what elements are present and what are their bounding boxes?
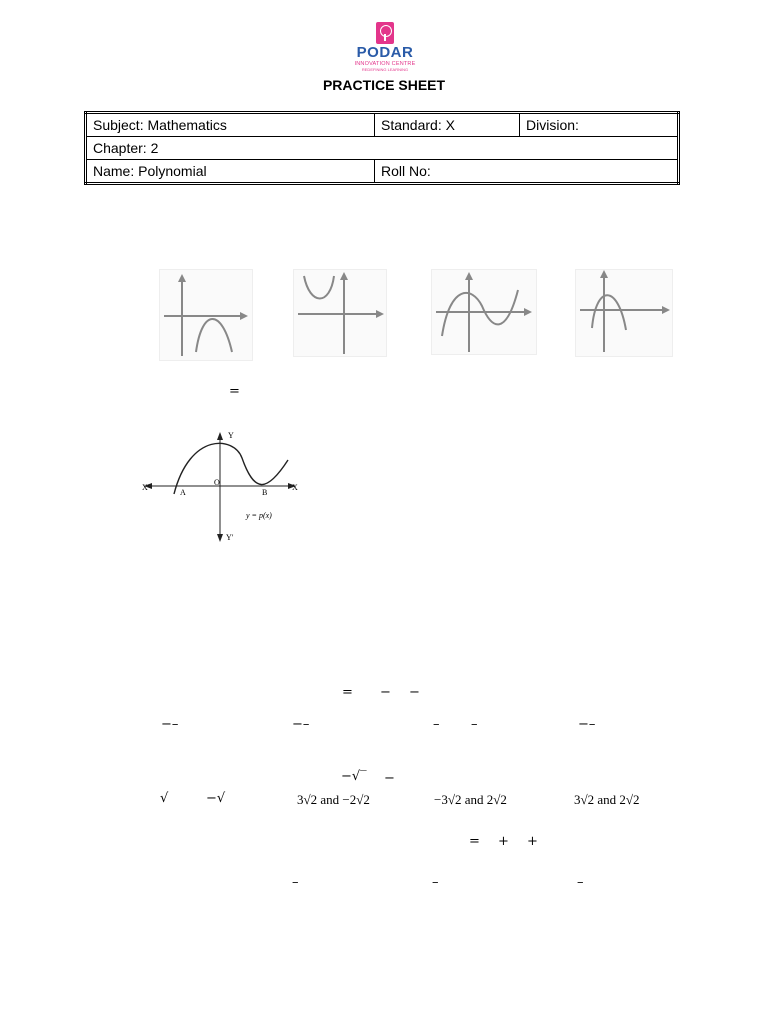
q3-option-a: −– [161, 717, 179, 732]
q4-fragment: − [384, 771, 395, 786]
chapter-cell: Chapter: 2 [86, 137, 679, 160]
q5-fragment: + [498, 834, 509, 849]
logo-subtitle: INNOVATION CENTRE [354, 61, 416, 67]
q5-option-d: – [577, 875, 584, 890]
graph-option-b [293, 269, 387, 357]
logo-name: PODAR [356, 44, 414, 61]
equation-fragment: = [229, 384, 240, 399]
page-title: PRACTICE SHEET [322, 77, 446, 93]
x-neg-label: X′ [142, 483, 150, 492]
q4-option-b: 3√2 and −2√2 [297, 792, 370, 807]
q4-option-a-part: −√ [206, 791, 226, 806]
logo-tree-crown [380, 25, 392, 37]
q5-option-c: – [432, 875, 439, 890]
info-table [84, 111, 680, 185]
roll-cell: Roll No: [375, 160, 679, 184]
q3-option-d: −– [578, 717, 596, 732]
q5-fragment: + [527, 834, 538, 849]
point-a-label: A [180, 488, 186, 497]
q3-option-c-part: – [471, 717, 478, 732]
origin-label: O [214, 478, 220, 487]
q4-fragment: −√‾ [341, 769, 367, 784]
q5-fragment: = [469, 834, 480, 849]
graph-option-d [575, 269, 673, 357]
q3-option-b: −– [292, 717, 310, 732]
q3-fragment: = [342, 685, 353, 700]
graph-option-c [431, 269, 537, 355]
standard-cell: Standard: X [375, 113, 520, 137]
q3-fragment: − [380, 685, 391, 700]
q4-option-c: −3√2 and 2√2 [434, 792, 507, 807]
x-axis-label: X [292, 483, 298, 492]
y-neg-label: Y′ [226, 533, 234, 542]
y-axis-label: Y [228, 431, 234, 440]
school-logo [344, 22, 426, 72]
q3-fragment: − [409, 685, 420, 700]
q4-option-a: √ [160, 791, 169, 806]
curve-label: y = p(x) [246, 511, 272, 520]
polynomial-graph [140, 428, 302, 544]
logo-tagline: REDEFINING LEARNING [361, 67, 409, 72]
subject-cell: Subject: Mathematics [86, 113, 375, 137]
name-cell: Name: Polynomial [86, 160, 375, 184]
q4-option-d: 3√2 and 2√2 [574, 792, 640, 807]
q5-option-b: – [292, 875, 299, 890]
logo-tree-trunk [384, 34, 386, 41]
division-cell: Division: [520, 113, 679, 137]
graph-option-a [159, 269, 253, 361]
point-b-label: B [262, 488, 268, 497]
q3-option-c: – [433, 717, 440, 732]
